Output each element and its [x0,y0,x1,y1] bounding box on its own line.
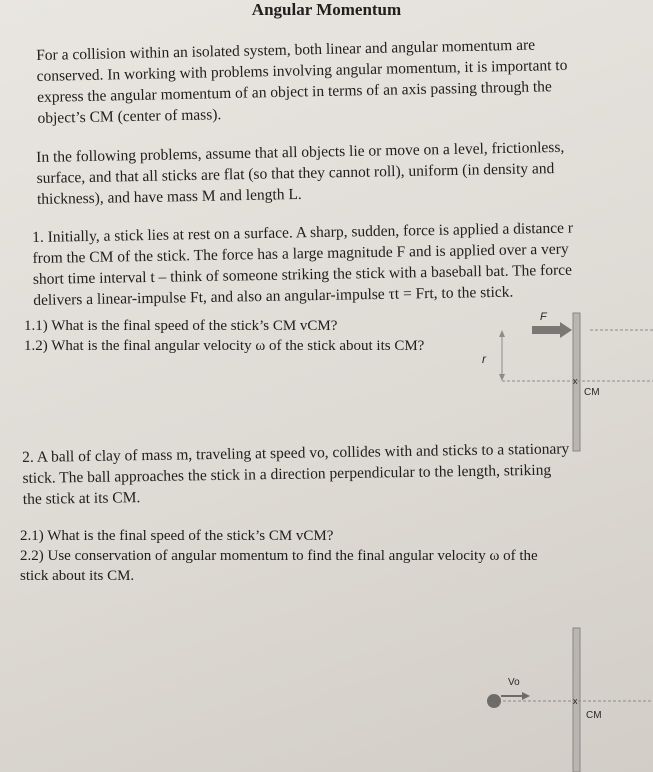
problem2-questions [20,526,630,586]
problem2-line: the stick at its CM. [22,489,141,508]
intro-line: For a collision within an isolated system, both linear and angular momentum are [36,36,536,64]
diagram-1-cm-marker: x [573,376,578,386]
problem1-line: 1. Initially, a stick lies at rest on a surface. A sharp, sudden, force is applied a distance r [32,219,574,246]
diagram-1-distance-label: r [482,352,486,366]
question-2-1: 2.1) What is the final speed of the stick’s CM vCM? [20,528,334,544]
assumptions-line: In the following problems, assume that all objects lie or move on a level, frictionless, [36,138,565,166]
problem1-line: delivers a linear-impulse Ft, and also an angular-impulse τt = Frt, to the stick. [33,283,514,309]
question-1-2: 1.2) What is the final angular velocity ω of the stick about its CM? [24,338,425,354]
problem1-paragraph [32,217,633,311]
diagram-1-cm-label: CM [584,387,600,398]
intro-paragraph [36,32,638,129]
diagram-2-cm-label: CM [586,710,602,721]
diagram-2-cm-marker: x [573,696,578,706]
question-2-2: 2.2) Use conservation of angular momentum to find the final angular velocity ω of the [20,548,538,564]
diagram-2-velocity-arrow-head [522,692,530,700]
question-2-2-cont: stick about its CM. [20,568,135,584]
diagram-2-clay-ball [487,694,501,708]
assumptions-line: surface, and that all sticks are flat (so that they cannot roll), uniform (in density and [36,160,555,187]
diagram-1-force-arrow-shaft [532,326,560,334]
page-title: Angular Momentum [251,0,402,19]
assumptions-line: thickness), and have mass M and length L. [36,185,302,208]
diagram-1-force-arrow-head [560,322,572,338]
intro-line: express the angular momentum of an object in terms of an axis passing through the [36,78,552,106]
problem2-paragraph [22,437,633,510]
question-1-1: 1.1) What is the final speed of the stick’s CM vCM? [24,318,338,334]
problem2-line: stick. The ball approaches the stick in a direction perpendicular to the length, striking [22,461,552,487]
diagram-1-distance-arrow-top [499,330,505,337]
diagram-2-velocity-label: Vo [508,677,520,688]
diagram-2 [470,618,653,772]
problem1-line: from the CM of the stick. The force has a large magnitude F and is applied over a very [32,240,569,267]
diagram-1-force-label: F [540,311,547,323]
diagram-1-distance-arrow-bottom [499,374,505,381]
problem1-questions [24,316,484,356]
intro-line: object’s CM (center of mass). [37,106,222,127]
assumptions-paragraph [36,135,637,210]
problem2-line: 2. A ball of clay of mass m, traveling at speed vo, collides with and sticks to a stationary [22,440,570,466]
diagram-1 [480,305,653,455]
problem1-line: short time interval t – think of someone striking the stick with a baseball bat. The force [32,261,573,288]
intro-line: conserved. In working with problems involving angular momentum, it is important to [36,56,568,85]
